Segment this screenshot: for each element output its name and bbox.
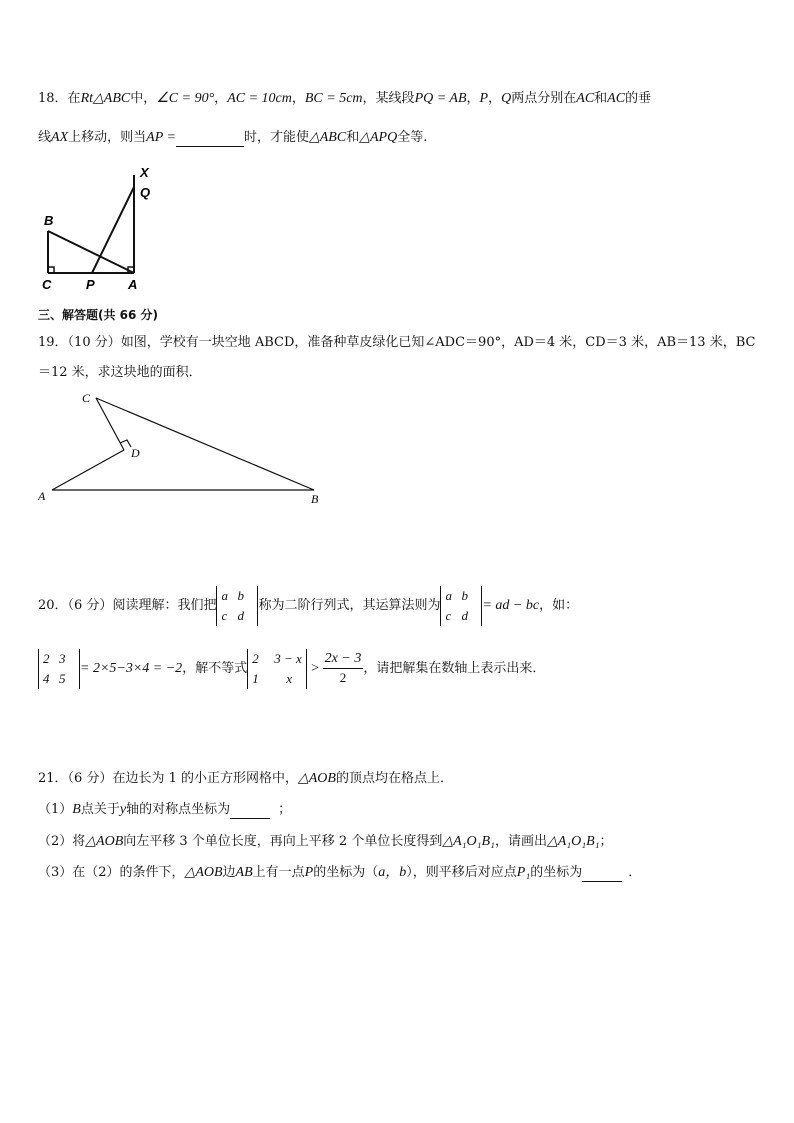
determinant-generic [216,586,258,626]
q21-line1 [38,770,453,788]
q18-text: 全等. [397,130,428,145]
q21-text: 上有一点 [252,865,305,880]
q18-math: P [479,91,489,106]
q18-answer-blank[interactable] [176,132,244,147]
q18-text: ， [488,91,502,106]
q18-text: 的垂 [625,91,652,106]
q21-text: ），则平移后对应点 [406,865,517,880]
det-entry: d [237,607,244,623]
q18-math: AC = 10cm [227,91,292,106]
q21-math: P₁ [516,865,531,880]
q21-text: ，请画出 [494,834,547,849]
determinant-inequality [247,649,307,689]
q21-math: △AOB [85,834,124,849]
fraction-denominator: 2 [339,670,347,685]
segment-cd [96,398,124,450]
q18-math: ∠C = 90° [156,91,215,106]
det-entry: a [445,587,452,603]
q21-math: y [119,802,127,817]
segment-da [52,450,124,490]
q18-math: AC [607,91,626,106]
q19-line1: 19．（10 分）如图，学校有一块空地 ABCD，准备种草皮绿化已知∠ADC＝90°，AD＝4 米，CD＝3 米，AB＝13 米，BC [38,335,756,350]
q18-text: 中， [130,91,157,106]
label-d: D [131,446,140,460]
q21-text: 点关于 [80,802,120,817]
q18-math: PQ = AB [414,91,467,106]
label-b: B [44,213,54,228]
greater-than-sign: > [310,661,320,676]
q20-text: ，解不等式 [182,661,248,676]
label-q: Q [140,185,151,200]
det-entry: 2 [252,650,259,666]
det-entry: 5 [59,670,66,686]
det-entry: 4 [43,670,50,686]
q20-formula: = 2×5−3×4 = −2 [80,661,183,676]
q21-math: B [72,802,81,817]
q18-math: △APQ [359,130,398,145]
q18-text: ，某线段 [362,91,415,106]
q19-figure [36,390,336,510]
q21-line3 [38,833,613,851]
det-entry: 2 [43,650,50,666]
label-b: B [311,492,319,506]
fraction-numerator: 2x − 3 [323,650,364,669]
q18-math: AP = [146,130,176,145]
q18-text: ．在 [54,91,81,106]
label-p: P [86,277,95,292]
q21-text: 轴的对称点坐标为 [126,802,231,817]
q21-text: 向左平移 3 个单位长度，再向上平移 2 个单位长度得到 [123,834,443,849]
q18-text: ， [466,91,480,106]
q18-line1 [38,90,651,108]
label-a: A [128,277,138,292]
q21-line4 [38,864,641,882]
q21-math: P [304,865,314,880]
q18-text: 和 [594,91,608,106]
q20-text: ，请把解集在数轴上表示出来． [363,661,546,676]
q18-text: ， [291,91,305,106]
det-entry: 1 [252,670,259,686]
q18-math: △ABC [308,130,347,145]
q18-line2 [38,129,427,147]
q21-answer-blank-1[interactable] [230,804,270,819]
q21-math: AB [235,865,253,880]
q21-math: △A₁O₁B₁ [546,834,600,849]
label-a: A [38,489,46,503]
q21-text: （2）将 [38,834,86,849]
q18-text: 线 [38,130,52,145]
det-entry: 3 − x [274,650,302,666]
section-heading: 三、解答题(共 66 分) [38,308,159,322]
q18-math: Rt△ABC [80,91,131,106]
q21-line2 [38,801,291,819]
q21-math: △AOB [297,771,336,786]
q18-text: 上移动，则当 [68,130,147,145]
q18-math: AC [576,91,595,106]
segment-pq [92,187,134,273]
det-entry: 3 [59,650,66,666]
q21-math: △AOB [184,865,223,880]
q21-text: 的顶点均在格点上． [335,771,453,786]
det-entry: c [221,607,228,623]
det-entry: a [221,587,228,603]
label-c: C [42,277,52,292]
q21-text: （3）在（2）的条件下， [38,865,185,880]
fraction [323,650,364,687]
det-entry: b [237,587,244,603]
q21-math: △A₁O₁B₁ [442,834,495,849]
det-entry: x [286,670,292,686]
q20-text: ，如： [539,598,579,613]
q20-formula: = ad − bc [482,598,540,613]
q18-text: 时，才能使 [243,130,309,145]
q21-math: a，b [378,865,407,880]
q18-text: 两点分别在 [511,91,577,106]
segment-ba [48,231,134,273]
q18-math: AX [51,130,69,145]
q21-text: ； [278,802,292,817]
q21-text: （1） [38,802,73,817]
q21-text: 边 [222,865,236,880]
det-entry: b [461,587,468,603]
q21-answer-blank-2[interactable] [582,867,622,882]
q21-text: ． [628,865,642,880]
q21-text: ； [599,834,613,849]
q19-line2: ＝12 米，求这块地的面积． [38,365,202,380]
label-x: X [140,165,149,180]
q20-line1 [38,585,578,627]
det-entry: d [461,607,468,623]
q20-text: 20．（6 分）阅读理解：我们把 [38,598,217,613]
q20-line2 [38,646,545,692]
q21-text: 21．（6 分）在边长为 1 的小正方形网格中， [38,771,298,786]
q18-math: Q [501,91,512,106]
q20-text: 称为二阶行列式，其运算法则为 [258,598,441,613]
det-entry: c [445,607,452,623]
q18-math: BC = 5cm [304,91,363,106]
q21-text: 的坐标为 [530,865,583,880]
label-c: C [82,391,91,405]
q18-figure [38,165,178,295]
q18-text: ， [214,91,228,106]
q21-text: 的坐标为（ [313,865,379,880]
q18-number: 18 [38,91,55,106]
q18-text: 和 [346,130,360,145]
determinant-example [38,649,80,689]
determinant-rule [440,586,482,626]
